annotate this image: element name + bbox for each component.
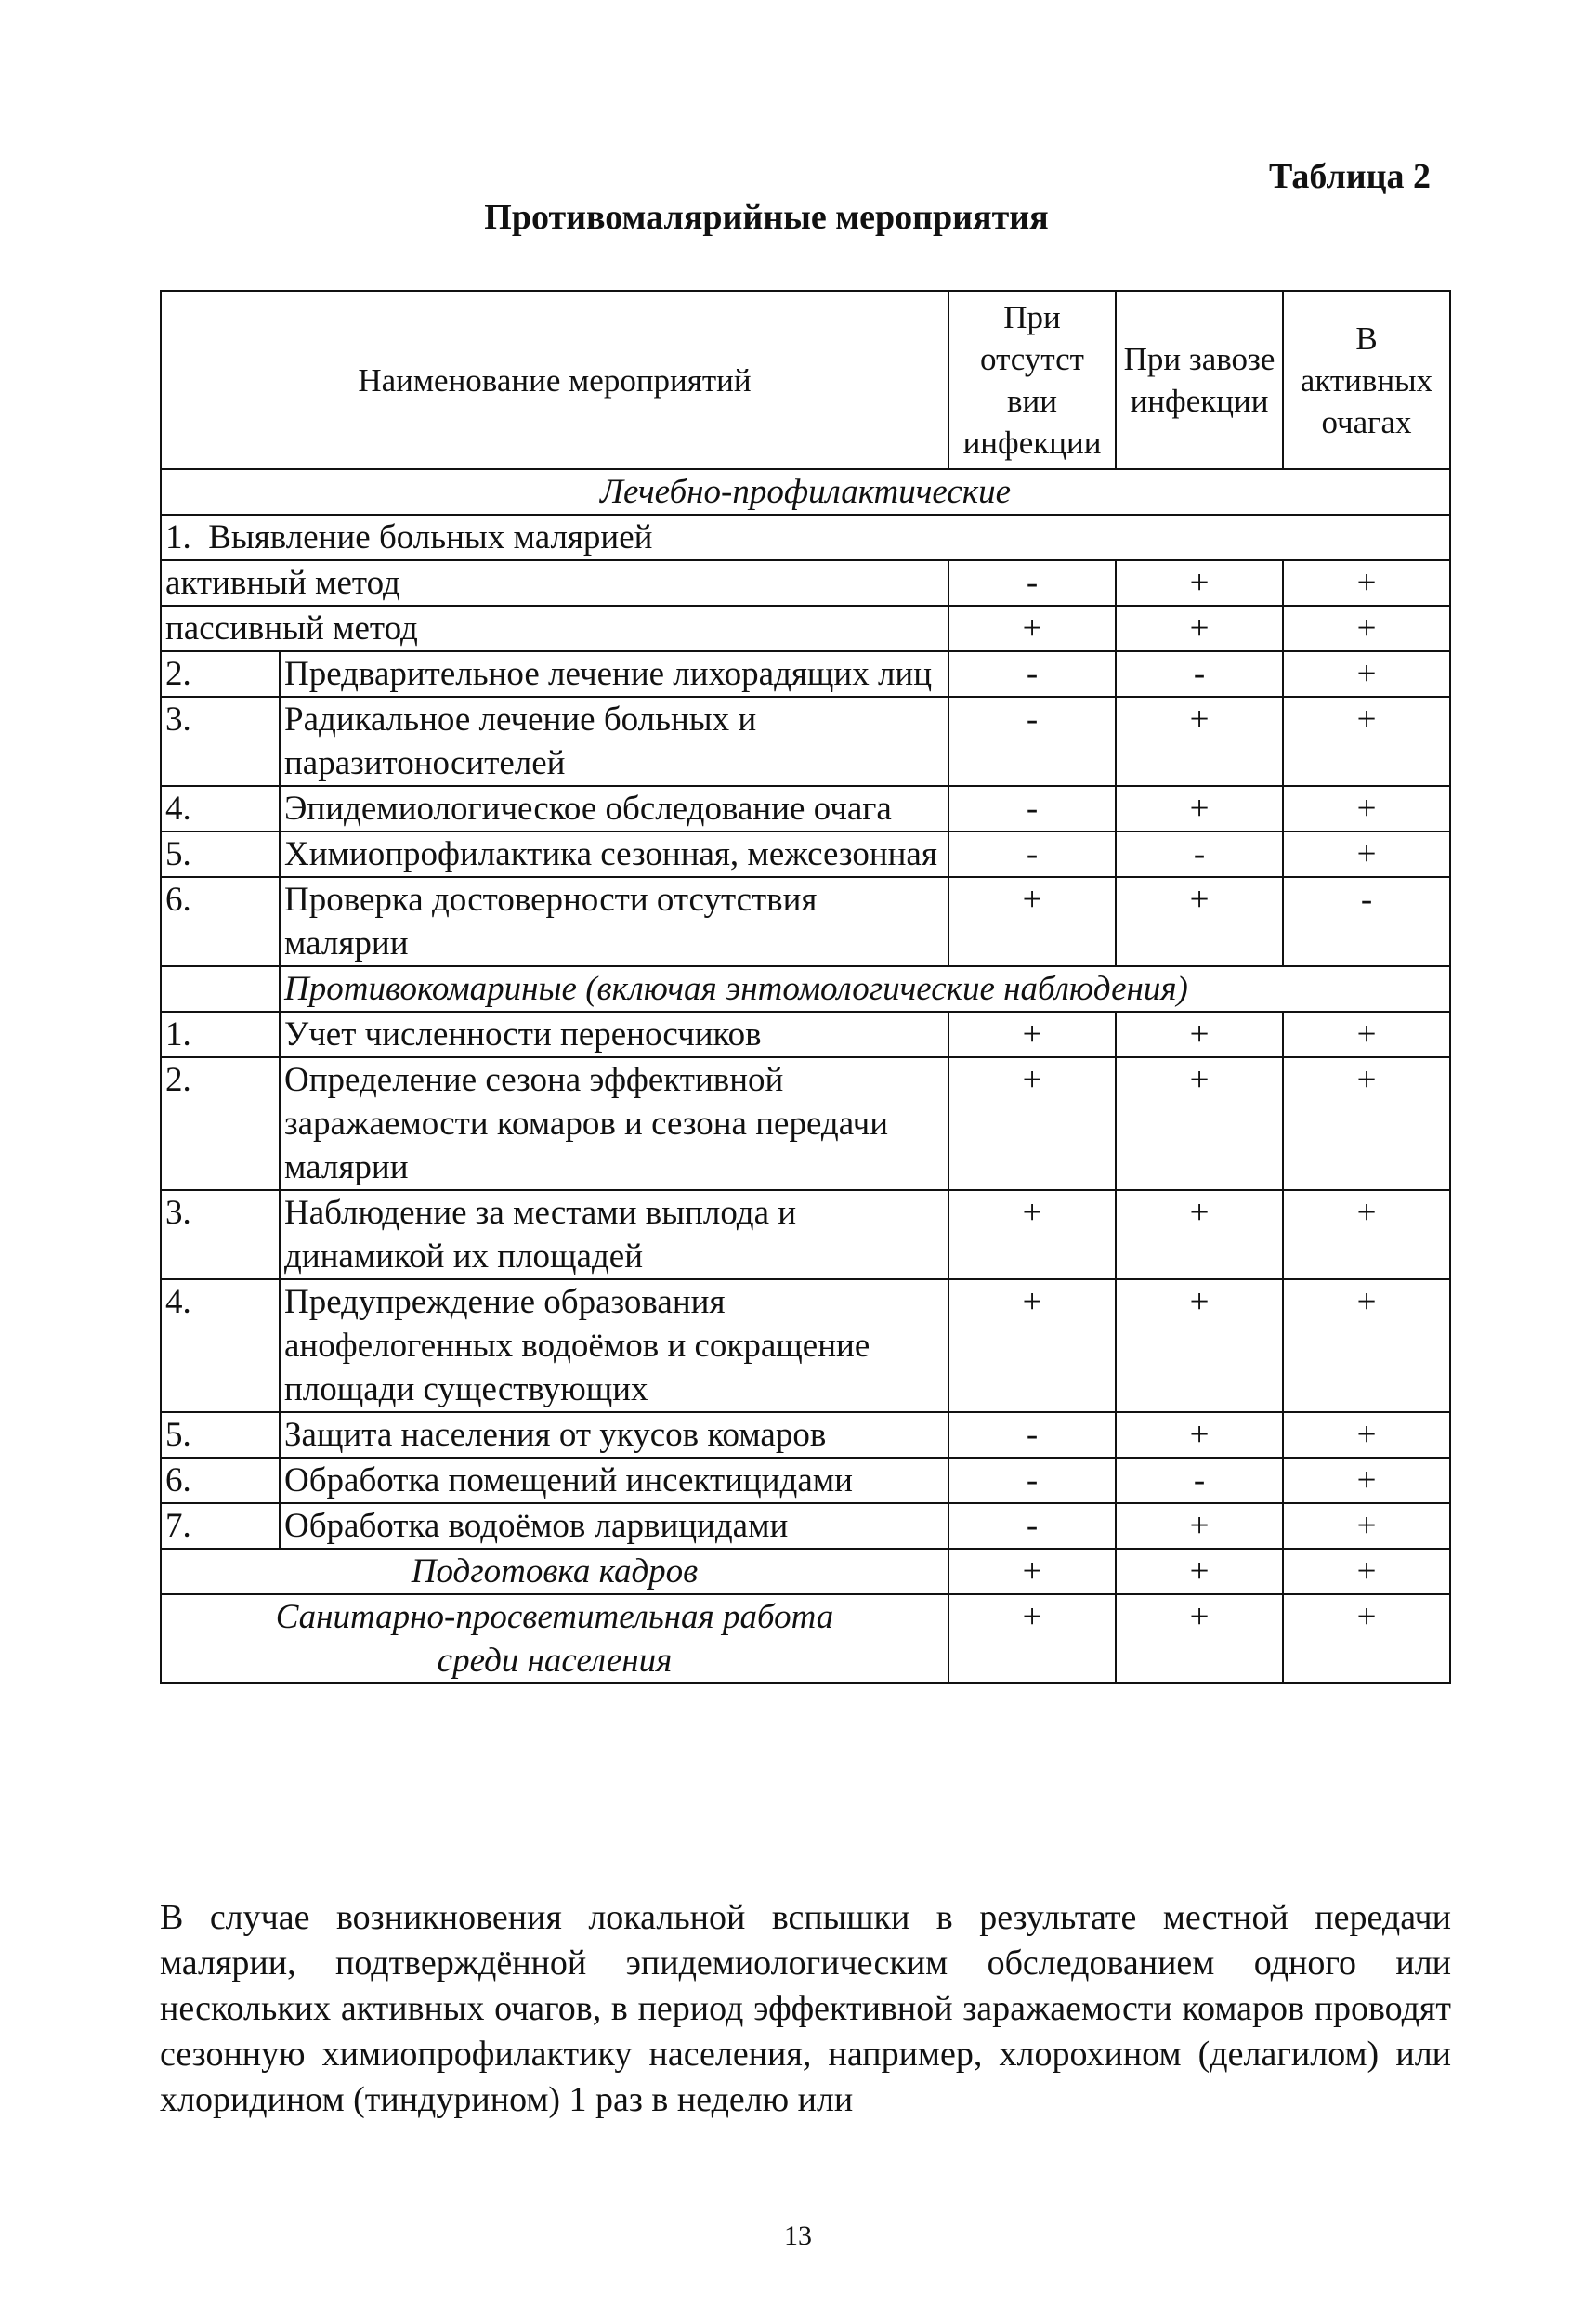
mark-active: + — [1283, 1458, 1450, 1503]
table-row — [161, 786, 1450, 831]
row-label: Радикальное лечение больных и паразитоносителей — [280, 697, 948, 786]
row-label: Эпидемиологическое обследование очага — [280, 786, 948, 831]
row-label: Выявление больных малярией — [208, 518, 653, 556]
row-number: 4. — [161, 786, 280, 831]
table-row — [161, 1057, 1450, 1190]
row-number: 3. — [161, 697, 280, 786]
mark-import: + — [1116, 1594, 1283, 1683]
table-row — [161, 1412, 1450, 1458]
mark-active: + — [1283, 1057, 1450, 1190]
table-row — [161, 1549, 1450, 1594]
mark-import: + — [1116, 1412, 1283, 1458]
section-row — [161, 966, 1450, 1012]
table-row — [161, 1503, 1450, 1549]
row-label: Защита населения от укусов комаров — [280, 1412, 948, 1458]
header-absence: При отсутст вии инфекции — [948, 291, 1116, 469]
mark-active: + — [1283, 697, 1450, 786]
row-number: 2. — [161, 1057, 280, 1190]
mark-import: + — [1116, 560, 1283, 606]
row-label: Обработка водоёмов ларвицидами — [280, 1503, 948, 1549]
mark-absence: - — [948, 831, 1116, 877]
header-name: Наименование мероприятий — [161, 291, 948, 469]
row-label: Предварительное лечение лихорадящих лиц — [280, 651, 948, 697]
table-row — [161, 697, 1450, 786]
mark-active: - — [1283, 877, 1450, 966]
mark-active: + — [1283, 786, 1450, 831]
row-label: Санитарно-просветительная работа среди населения — [161, 1594, 948, 1683]
row-number: 3. — [161, 1190, 280, 1279]
row-label: Наблюдение за местами выплода и динамикой их площадей — [280, 1190, 948, 1279]
mark-absence: - — [948, 1458, 1116, 1503]
mark-import: + — [1116, 1190, 1283, 1279]
table-row — [161, 877, 1450, 966]
document-title: Противомалярийные мероприятия — [484, 198, 1049, 237]
mark-import: + — [1116, 1057, 1283, 1190]
mark-import: + — [1116, 1549, 1283, 1594]
mark-absence: + — [948, 606, 1116, 651]
sub-row — [161, 560, 1450, 606]
empty-cell — [161, 966, 280, 1012]
row-label: Подготовка кадров — [161, 1549, 948, 1594]
mark-import: - — [1116, 651, 1283, 697]
mark-absence: + — [948, 1057, 1116, 1190]
row-label: Определение сезона эффективной заражаемости комаров и сезона передачи малярии — [280, 1057, 948, 1190]
mark-active: + — [1283, 1279, 1450, 1412]
table-row — [161, 831, 1450, 877]
mark-absence: + — [948, 1012, 1116, 1057]
row-label: пассивный метод — [161, 606, 948, 651]
section-row — [161, 469, 1450, 515]
mark-import: + — [1116, 786, 1283, 831]
mark-import: + — [1116, 606, 1283, 651]
detection-cell — [161, 515, 1450, 560]
row-number: 1. — [165, 518, 191, 556]
mark-absence: - — [948, 651, 1116, 697]
mark-active: + — [1283, 651, 1450, 697]
mark-active: + — [1283, 1594, 1450, 1683]
mark-active: + — [1283, 1549, 1450, 1594]
mark-absence: - — [948, 1503, 1116, 1549]
header-row — [161, 291, 1450, 469]
table-row — [161, 1190, 1450, 1279]
mark-absence: - — [948, 560, 1116, 606]
row-number: 5. — [161, 831, 280, 877]
row-label: Предупреждение образования анофелогенных водоёмов и сокращение площади существующих — [280, 1279, 948, 1412]
mark-import: + — [1116, 1279, 1283, 1412]
mark-absence: + — [948, 1549, 1116, 1594]
table-row — [161, 651, 1450, 697]
mark-absence: + — [948, 877, 1116, 966]
body-paragraph: В случае возникновения локальной вспышки в результате местной передачи малярии, подтверждённой эпидемиологическим обследованием одного или нескольких активных очагов, в период эффективной заражаемости комаров проводят сезонную химиопрофилактику населения, например, хлорохином (делагилом) или хлоридином (тиндурином) 1 раз в неделю или — [160, 1898, 1451, 2119]
row-number: 6. — [161, 877, 280, 966]
table-row — [161, 1594, 1450, 1683]
mark-absence: + — [948, 1279, 1116, 1412]
mark-active: + — [1283, 831, 1450, 877]
row-number: 2. — [161, 651, 280, 697]
row-number: 4. — [161, 1279, 280, 1412]
mark-import: + — [1116, 1012, 1283, 1057]
mark-absence: - — [948, 1412, 1116, 1458]
mark-import: - — [1116, 1458, 1283, 1503]
row-label: Проверка достоверности отсутствия малярии — [280, 877, 948, 966]
row-label: активный метод — [161, 560, 948, 606]
mark-absence: + — [948, 1190, 1116, 1279]
mark-active: + — [1283, 606, 1450, 651]
mark-import: + — [1116, 877, 1283, 966]
table-label: Таблица 2 — [1269, 157, 1432, 196]
section-title: Противокомариные (включая энтомологические наблюдения) — [280, 966, 1450, 1012]
header-import: При завозе инфекции — [1116, 291, 1283, 469]
row-label: Обработка помещений инсектицидами — [280, 1458, 948, 1503]
table-row — [161, 1279, 1450, 1412]
section-title: Лечебно-профилактические — [161, 469, 1450, 515]
mark-absence: - — [948, 697, 1116, 786]
mark-active: + — [1283, 1190, 1450, 1279]
measures-table — [160, 290, 1451, 1684]
table-row — [161, 515, 1450, 560]
page-number: 13 — [784, 2220, 812, 2251]
mark-active: + — [1283, 1012, 1450, 1057]
row-label: Химиопрофилактика сезонная, межсезонная — [280, 831, 948, 877]
row-number: 1. — [161, 1012, 280, 1057]
mark-active: + — [1283, 560, 1450, 606]
row-label: Учет численности переносчиков — [280, 1012, 948, 1057]
mark-active: + — [1283, 1412, 1450, 1458]
table-row — [161, 1458, 1450, 1503]
mark-absence: - — [948, 786, 1116, 831]
mark-import: + — [1116, 697, 1283, 786]
row-number: 5. — [161, 1412, 280, 1458]
mark-absence: + — [948, 1594, 1116, 1683]
mark-active: + — [1283, 1503, 1450, 1549]
sub-row — [161, 606, 1450, 651]
row-number: 7. — [161, 1503, 280, 1549]
row-number: 6. — [161, 1458, 280, 1503]
table-row — [161, 1012, 1450, 1057]
table-body — [161, 469, 1450, 1683]
mark-import: + — [1116, 1503, 1283, 1549]
header-active: В активных очагах — [1283, 291, 1450, 469]
mark-import: - — [1116, 831, 1283, 877]
